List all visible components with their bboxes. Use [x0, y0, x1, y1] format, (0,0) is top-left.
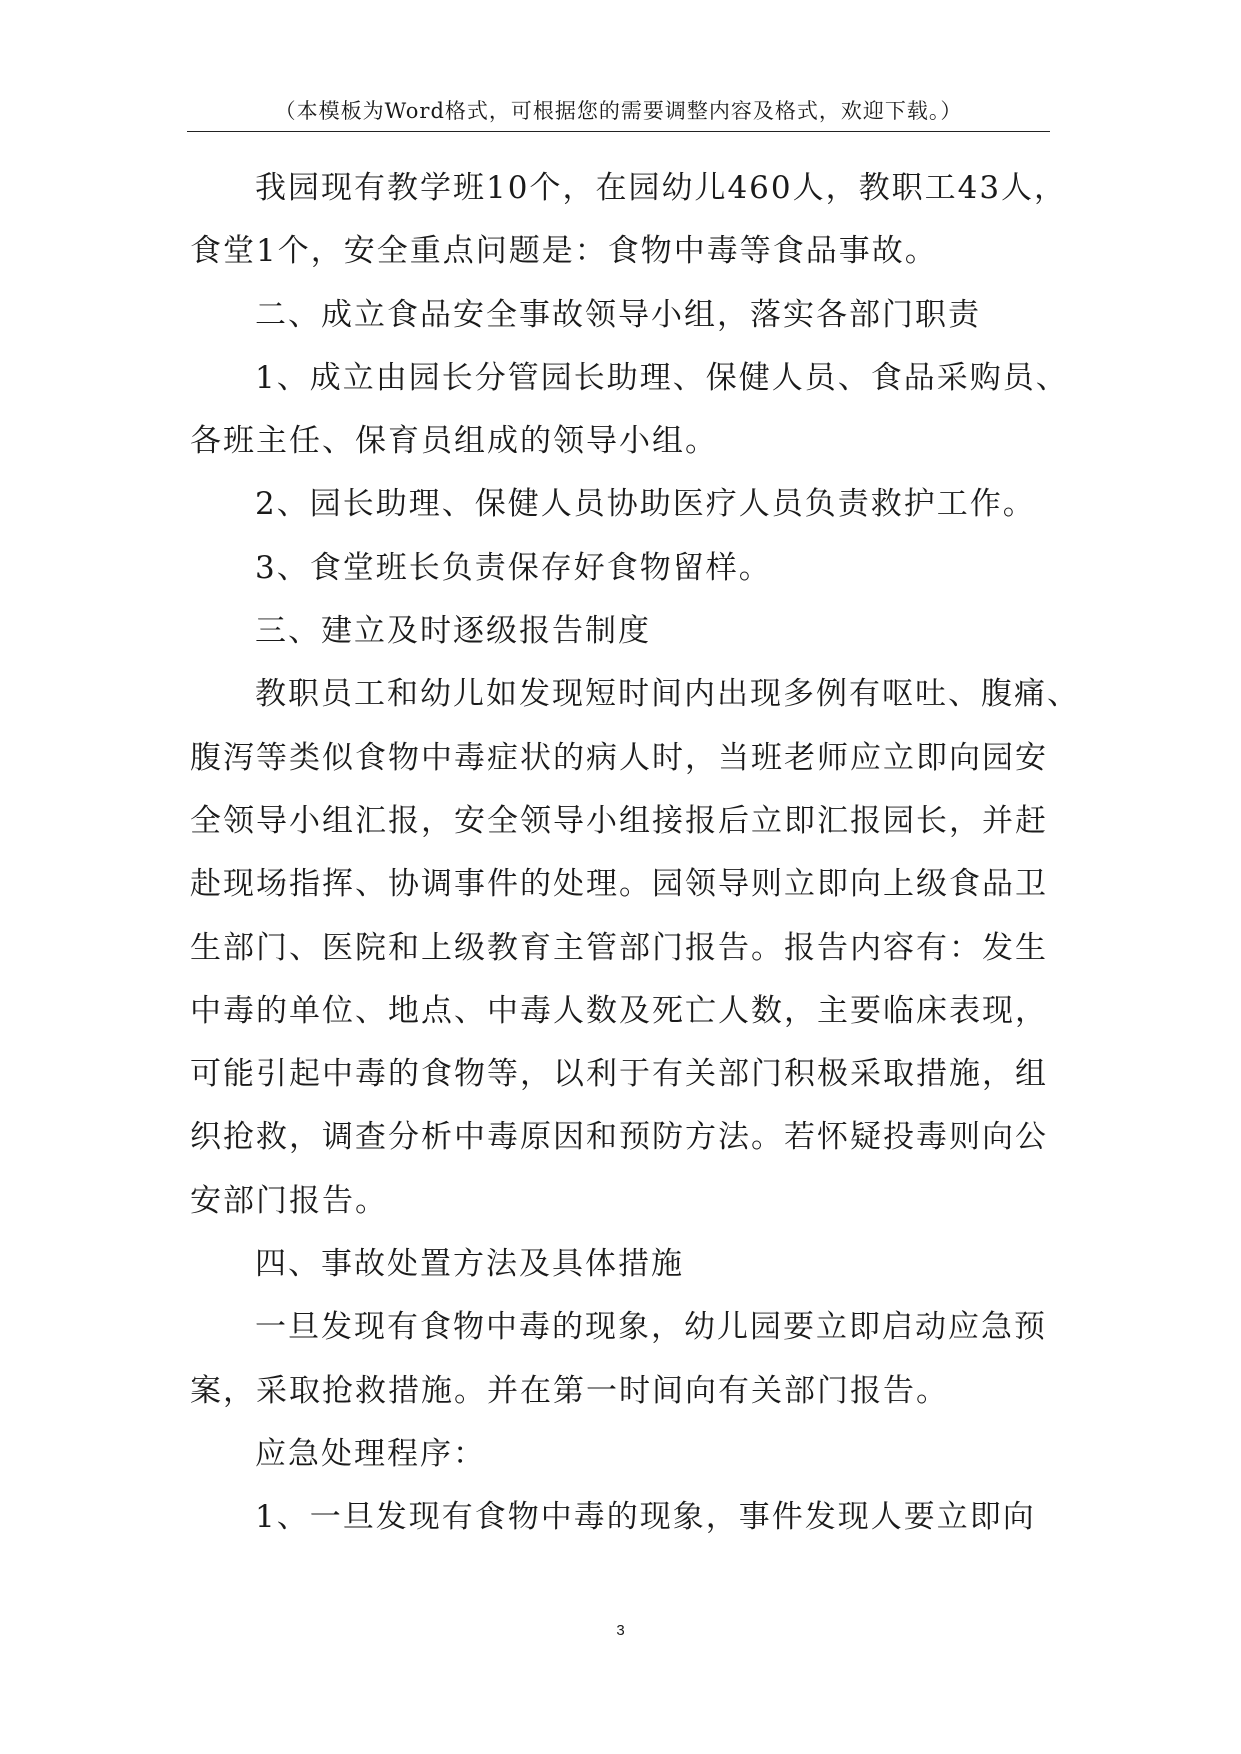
- paragraph-line: 织抢救，调查分析中毒原因和预防方法。若怀疑投毒则向公: [190, 1119, 1048, 1156]
- paragraph-line: 中毒的单位、地点、中毒人数及死亡人数，主要临床表现，: [190, 992, 1048, 1029]
- list-item-line: 1、成立由园长分管园长助理、保健人员、食品采购员、: [255, 359, 1069, 396]
- paragraph-line: 安部门报告。: [190, 1182, 388, 1219]
- document-body: [190, 157, 1080, 1550]
- paragraph-line: 全领导小组汇报，安全领导小组接报后立即汇报园长，并赶: [190, 802, 1048, 839]
- subheading-procedure: 应急处理程序：: [255, 1435, 486, 1472]
- paragraph-line: 一旦发现有食物中毒的现象，幼儿园要立即启动应急预: [255, 1309, 1047, 1346]
- list-item-line: 2、园长助理、保健人员协助医疗人员负责救护工作。: [255, 486, 1036, 523]
- paragraph-line: 赴现场指挥、协调事件的处理。园领导则立即向上级食品卫: [190, 866, 1048, 903]
- paragraph-line: 腹泻等类似食物中毒症状的病人时，当班老师应立即向园安: [190, 739, 1048, 776]
- list-item-line: 各班主任、保育员组成的领导小组。: [190, 423, 718, 460]
- section-heading-4: 四、事故处置方法及具体措施: [255, 1246, 684, 1283]
- paragraph-line: 生部门、医院和上级教育主管部门报告。报告内容有：发生: [190, 929, 1048, 966]
- template-note-header: （本模板为Word格式，可根据您的需要调整内容及格式，欢迎下载。）: [274, 99, 963, 123]
- paragraph-line: 我园现有教学班10个，在园幼儿460人，教职工43人，: [255, 170, 1068, 206]
- paragraph-line: 案，采取抢救措施。并在第一时间向有关部门报告。: [190, 1372, 949, 1409]
- list-item-line: 1、一旦发现有食物中毒的现象，事件发现人要立即向: [255, 1499, 1036, 1536]
- paragraph-line: 可能引起中毒的食物等，以利于有关部门积极采取措施，组: [190, 1056, 1048, 1093]
- paragraph-line: 食堂1个，安全重点问题是：食物中毒等食品事故。: [190, 233, 938, 270]
- list-item-line: 3、食堂班长负责保存好食物留样。: [255, 549, 772, 586]
- section-heading-3: 三、建立及时逐级报告制度: [255, 613, 651, 650]
- paragraph-line: 教职员工和幼儿如发现短时间内出现多例有呕吐、腹痛、: [255, 676, 1080, 713]
- header-divider: [187, 131, 1050, 132]
- section-heading-2: 二、成立食品安全事故领导小组，落实各部门职责: [255, 296, 981, 333]
- page-number: 3: [616, 1622, 625, 1639]
